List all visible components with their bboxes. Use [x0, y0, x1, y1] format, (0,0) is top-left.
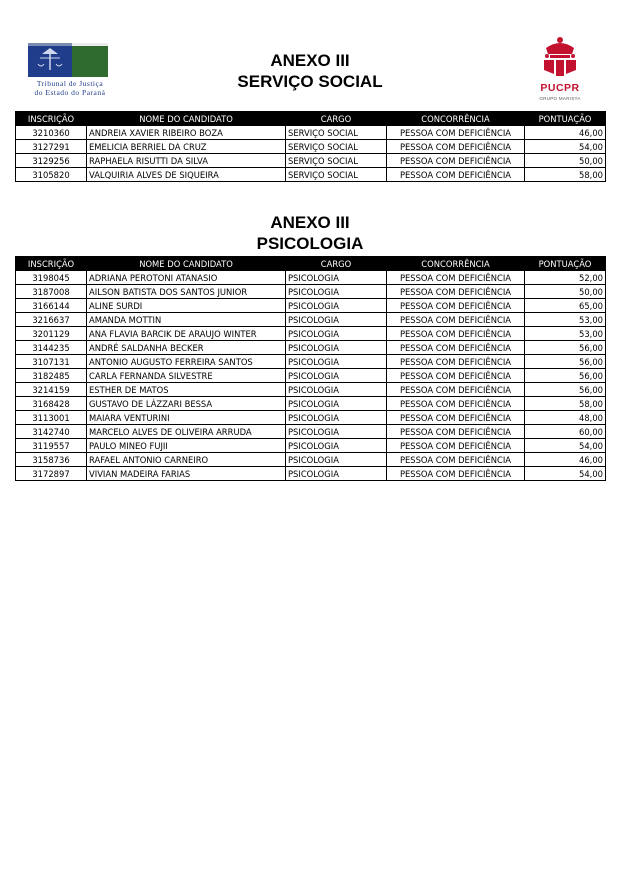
table-row — [16, 467, 606, 481]
column-header-cargo: CARGO — [286, 257, 387, 271]
psicologia-table — [15, 256, 606, 481]
cargo-cell: SERVIÇO SOCIAL — [286, 126, 387, 140]
nome-cell: AMANDA MOTTIN — [87, 313, 286, 327]
section-heading-psicologia — [0, 212, 620, 254]
concorrencia-cell: PESSOA COM DEFICIÊNCIA — [387, 397, 525, 411]
cargo-cell: PSICOLOGIA — [286, 299, 387, 313]
annex-label: ANEXO III — [270, 213, 350, 232]
cargo-cell: SERVIÇO SOCIAL — [286, 154, 387, 168]
servico-social-table — [15, 111, 606, 182]
inscricao-cell: 3168428 — [16, 397, 87, 411]
column-header-cargo: CARGO — [286, 112, 387, 126]
cargo-cell: PSICOLOGIA — [286, 313, 387, 327]
pontuacao-cell: 60,00 — [525, 425, 606, 439]
cargo-cell: PSICOLOGIA — [286, 285, 387, 299]
nome-cell: VIVIAN MADEIRA FARIAS — [87, 467, 286, 481]
concorrencia-cell: PESSOA COM DEFICIÊNCIA — [387, 154, 525, 168]
concorrencia-cell: PESSOA COM DEFICIÊNCIA — [387, 453, 525, 467]
table-row — [16, 271, 606, 285]
table-row — [16, 313, 606, 327]
cargo-cell: PSICOLOGIA — [286, 383, 387, 397]
nome-cell: CARLA FERNANDA SILVESTRE — [87, 369, 286, 383]
column-header-concorrencia: CONCORRÊNCIA — [387, 112, 525, 126]
inscricao-cell: 3182485 — [16, 369, 87, 383]
nome-cell: MAIARA VENTURINI — [87, 411, 286, 425]
column-header-concorrencia: CONCORRÊNCIA — [387, 257, 525, 271]
concorrencia-cell: PESSOA COM DEFICIÊNCIA — [387, 355, 525, 369]
inscricao-cell: 3158736 — [16, 453, 87, 467]
table-row — [16, 154, 606, 168]
pontuacao-cell: 54,00 — [525, 467, 606, 481]
inscricao-cell: 3113001 — [16, 411, 87, 425]
pucpr-name: PUCPR — [540, 82, 580, 94]
pontuacao-cell: 50,00 — [525, 154, 606, 168]
table-row — [16, 369, 606, 383]
table-row — [16, 341, 606, 355]
pontuacao-cell: 53,00 — [525, 327, 606, 341]
concorrencia-cell: PESSOA COM DEFICIÊNCIA — [387, 168, 525, 182]
inscricao-cell: 3214159 — [16, 383, 87, 397]
pontuacao-cell: 56,00 — [525, 341, 606, 355]
concorrencia-cell: PESSOA COM DEFICIÊNCIA — [387, 140, 525, 154]
nome-cell: ADRIANA PEROTONI ATANASIO — [87, 271, 286, 285]
table-row — [16, 126, 606, 140]
nome-cell: ANDRÉ SALDANHA BECKER — [87, 341, 286, 355]
section-title: PSICOLOGIA — [256, 234, 364, 253]
inscricao-cell: 3210360 — [16, 126, 87, 140]
inscricao-cell: 3216637 — [16, 313, 87, 327]
pontuacao-cell: 52,00 — [525, 271, 606, 285]
inscricao-cell: 3107131 — [16, 355, 87, 369]
cargo-cell: PSICOLOGIA — [286, 439, 387, 453]
pucpr-tagline: GRUPO MARISTA — [539, 96, 581, 101]
pontuacao-cell: 56,00 — [525, 383, 606, 397]
concorrencia-cell: PESSOA COM DEFICIÊNCIA — [387, 341, 525, 355]
table-row — [16, 453, 606, 467]
tribunal-logo-line1: Tribunal de Justiça — [36, 79, 104, 88]
table-row — [16, 425, 606, 439]
pontuacao-cell: 58,00 — [525, 397, 606, 411]
concorrencia-cell: PESSOA COM DEFICIÊNCIA — [387, 439, 525, 453]
inscricao-cell: 3129256 — [16, 154, 87, 168]
nome-cell: VALQUIRIA ALVES DE SIQUEIRA — [87, 168, 286, 182]
pontuacao-cell: 56,00 — [525, 355, 606, 369]
cargo-cell: PSICOLOGIA — [286, 271, 387, 285]
pontuacao-cell: 46,00 — [525, 453, 606, 467]
table-row — [16, 168, 606, 182]
annex-label: ANEXO III — [270, 51, 350, 70]
column-header-pontuacao: PONTUAÇÃO — [525, 257, 606, 271]
nome-cell: ANDREIA XAVIER RIBEIRO BOZA — [87, 126, 286, 140]
cargo-cell: PSICOLOGIA — [286, 453, 387, 467]
cargo-cell: PSICOLOGIA — [286, 327, 387, 341]
concorrencia-cell: PESSOA COM DEFICIÊNCIA — [387, 299, 525, 313]
concorrencia-cell: PESSOA COM DEFICIÊNCIA — [387, 271, 525, 285]
concorrencia-cell: PESSOA COM DEFICIÊNCIA — [387, 313, 525, 327]
nome-cell: ANTONIO AUGUSTO FERREIRA SANTOS — [87, 355, 286, 369]
inscricao-cell: 3198045 — [16, 271, 87, 285]
concorrencia-cell: PESSOA COM DEFICIÊNCIA — [387, 327, 525, 341]
table-row — [16, 140, 606, 154]
concorrencia-cell: PESSOA COM DEFICIÊNCIA — [387, 285, 525, 299]
cargo-cell: SERVIÇO SOCIAL — [286, 140, 387, 154]
concorrencia-cell: PESSOA COM DEFICIÊNCIA — [387, 369, 525, 383]
pontuacao-cell: 53,00 — [525, 313, 606, 327]
table-row — [16, 299, 606, 313]
tribunal-logo-line2: do Estado do Paraná — [34, 88, 106, 97]
pontuacao-cell: 58,00 — [525, 168, 606, 182]
cargo-cell: PSICOLOGIA — [286, 355, 387, 369]
cargo-cell: PSICOLOGIA — [286, 397, 387, 411]
column-header-inscricao: INSCRIÇÃO — [16, 112, 87, 126]
table-row — [16, 411, 606, 425]
concorrencia-cell: PESSOA COM DEFICIÊNCIA — [387, 467, 525, 481]
nome-cell: ESTHER DE MATOS — [87, 383, 286, 397]
pontuacao-cell: 65,00 — [525, 299, 606, 313]
table-row — [16, 355, 606, 369]
inscricao-cell: 3166144 — [16, 299, 87, 313]
nome-cell: RAPHAELA RISUTTI DA SILVA — [87, 154, 286, 168]
cargo-cell: PSICOLOGIA — [286, 467, 387, 481]
table-row — [16, 383, 606, 397]
nome-cell: AILSON BATISTA DOS SANTOS JUNIOR — [87, 285, 286, 299]
column-header-inscricao: INSCRIÇÃO — [16, 257, 87, 271]
column-header-pontuacao: PONTUAÇÃO — [525, 112, 606, 126]
inscricao-cell: 3172897 — [16, 467, 87, 481]
inscricao-cell: 3144235 — [16, 341, 87, 355]
inscricao-cell: 3201129 — [16, 327, 87, 341]
pontuacao-cell: 46,00 — [525, 126, 606, 140]
cargo-cell: PSICOLOGIA — [286, 369, 387, 383]
table-row — [16, 439, 606, 453]
nome-cell: PAULO MINEO FUJII — [87, 439, 286, 453]
pontuacao-cell: 56,00 — [525, 369, 606, 383]
nome-cell: ANA FLAVIA BARCIK DE ARAUJO WINTER — [87, 327, 286, 341]
table-row — [16, 285, 606, 299]
cargo-cell: PSICOLOGIA — [286, 411, 387, 425]
cargo-cell: SERVIÇO SOCIAL — [286, 168, 387, 182]
inscricao-cell: 3142740 — [16, 425, 87, 439]
inscricao-cell: 3105820 — [16, 168, 87, 182]
nome-cell: GUSTAVO DE LÁZZARI BESSA — [87, 397, 286, 411]
nome-cell: EMELICIA BERRIEL DA CRUZ — [87, 140, 286, 154]
cargo-cell: PSICOLOGIA — [286, 341, 387, 355]
column-header-nome: NOME DO CANDIDATO — [87, 112, 286, 126]
concorrencia-cell: PESSOA COM DEFICIÊNCIA — [387, 126, 525, 140]
nome-cell: RAFAEL ANTONIO CARNEIRO — [87, 453, 286, 467]
concorrencia-cell: PESSOA COM DEFICIÊNCIA — [387, 425, 525, 439]
nome-cell: MARCELO ALVES DE OLIVEIRA ARRUDA — [87, 425, 286, 439]
inscricao-cell: 3187008 — [16, 285, 87, 299]
cargo-cell: PSICOLOGIA — [286, 425, 387, 439]
concorrencia-cell: PESSOA COM DEFICIÊNCIA — [387, 383, 525, 397]
inscricao-cell: 3127291 — [16, 140, 87, 154]
concorrencia-cell: PESSOA COM DEFICIÊNCIA — [387, 411, 525, 425]
table-header-row — [16, 257, 606, 271]
section-heading-servico-social — [0, 50, 620, 92]
pontuacao-cell: 54,00 — [525, 439, 606, 453]
column-header-nome: NOME DO CANDIDATO — [87, 257, 286, 271]
pontuacao-cell: 48,00 — [525, 411, 606, 425]
pontuacao-cell: 50,00 — [525, 285, 606, 299]
pontuacao-cell: 54,00 — [525, 140, 606, 154]
section-title: SERVIÇO SOCIAL — [237, 72, 383, 91]
inscricao-cell: 3119557 — [16, 439, 87, 453]
table-row — [16, 327, 606, 341]
table-header-row — [16, 112, 606, 126]
nome-cell: ALINE SURDI — [87, 299, 286, 313]
table-row — [16, 397, 606, 411]
